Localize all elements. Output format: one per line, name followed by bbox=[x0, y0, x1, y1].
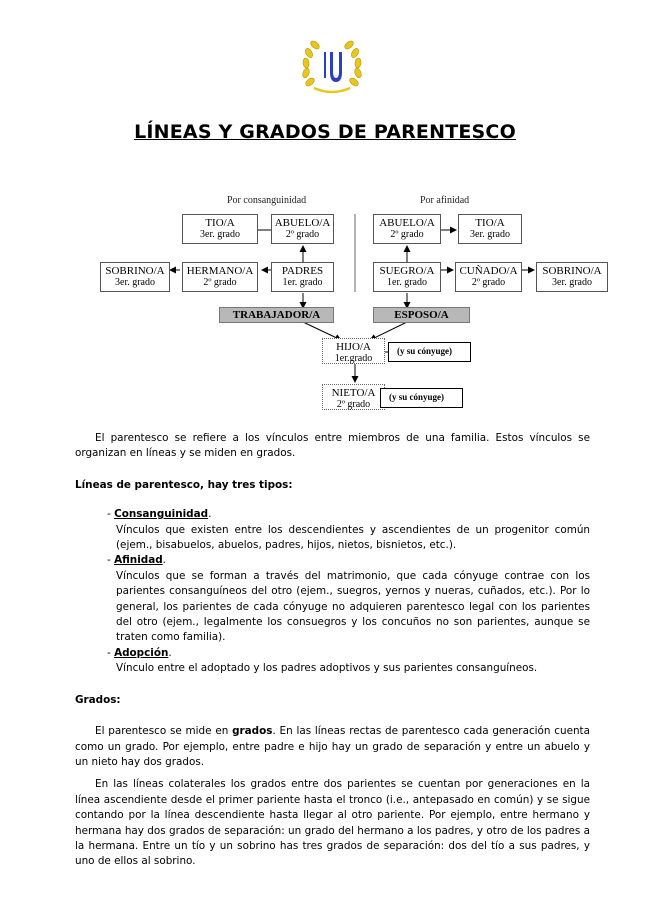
note-conyuge-hijo: (y su cónyuge) bbox=[388, 342, 471, 362]
kinship-diagram bbox=[0, 0, 650, 420]
box-grade: 3er. grado bbox=[552, 277, 592, 288]
grados-heading: Grados: bbox=[75, 693, 121, 706]
box-abuelo-right bbox=[373, 214, 441, 244]
grados-paragraph-1 bbox=[75, 724, 590, 770]
box-hijo bbox=[322, 338, 385, 364]
note-conyuge-nieto: (y su cónyuge) bbox=[380, 388, 463, 408]
caption-affinity: Por afinidad bbox=[420, 195, 470, 206]
box-grade: 2º grado bbox=[285, 229, 320, 240]
type-name: Afinidad bbox=[114, 554, 163, 567]
box-name: ABUELO/A bbox=[274, 217, 331, 229]
caption-consanguinity: Por consanguinidad bbox=[227, 195, 307, 206]
type-desc: Vínculo entre el adoptado y los padres adoptivos y sus parientes consanguíneos. bbox=[116, 662, 538, 675]
box-grade: 2º grado bbox=[203, 277, 237, 288]
box-name: HIJO/A bbox=[336, 341, 371, 353]
band-esposo: ESPOSO/A bbox=[373, 307, 470, 323]
lines-heading: Líneas de parentesco, hay tres tipos: bbox=[75, 478, 293, 491]
box-name: TIO/A bbox=[205, 217, 235, 229]
intro-paragraph: El parentesco se refiere a los vínculos entre miembros de una familia. Estos vínculos se organizan en líneas y se miden en grados. bbox=[75, 432, 590, 460]
types-list bbox=[75, 507, 590, 676]
box-grade: 1er.grado bbox=[334, 353, 373, 364]
box-name: ABUELO/A bbox=[379, 217, 435, 229]
grados-term: grados bbox=[232, 725, 273, 738]
document-body bbox=[75, 431, 590, 870]
box-tio-left bbox=[182, 214, 258, 244]
box-grade: 2º grado bbox=[390, 229, 424, 240]
box-name: PADRES bbox=[281, 265, 324, 277]
list-item: - Consanguinidad. Vínculos que existen entre los descendientes y ascendientes de un progenitor común (ejem., bisabuelos, abuelos, padres, hijos, nietos, bisnietos, etc.). bbox=[107, 507, 590, 553]
box-grade: 2º grado bbox=[336, 399, 371, 410]
box-cunado-right bbox=[455, 262, 522, 292]
type-desc: Vínculos que existen entre los descendientes y ascendientes de un progenitor común (ejem., bisabuelos, abuelos, padres, hijos, nietos, bisnietos, etc.). bbox=[116, 523, 590, 552]
page-title: LÍNEAS Y GRADOS DE PARENTESCO bbox=[134, 121, 516, 143]
box-grade: 3er. grado bbox=[115, 277, 155, 288]
box-suegro-right bbox=[373, 262, 441, 292]
band-trabajador: TRABAJADOR/A bbox=[219, 307, 334, 323]
text-run: . En las líneas rectas de parentesco cada generación cuenta como un grado. Por ejemplo, entre padre e hijo hay un grado de separación y entre un abuelo y un nieto hay dos grados. bbox=[75, 725, 590, 768]
box-name: TIO/A bbox=[475, 217, 505, 229]
box-grade: 1er. grado bbox=[387, 277, 427, 288]
box-name: NIETO/A bbox=[331, 387, 376, 399]
type-name: Adopción bbox=[114, 646, 169, 659]
box-name: SOBRINO/A bbox=[542, 265, 602, 277]
box-name: CUÑADO/A bbox=[459, 265, 518, 277]
box-name: SUEGRO/A bbox=[379, 265, 435, 277]
box-abuelo-left bbox=[271, 214, 334, 244]
box-name: HERMANO/A bbox=[186, 265, 254, 277]
box-sobrino-right bbox=[536, 262, 608, 292]
text-run: El parentesco se mide en bbox=[95, 725, 233, 738]
box-tio-right bbox=[458, 214, 522, 244]
box-padres-left bbox=[271, 262, 334, 292]
list-item: - Adopción. Vínculo entre el adoptado y los padres adoptivos y sus parientes consanguíneos. bbox=[107, 646, 590, 677]
box-grade: 3er. grado bbox=[200, 229, 240, 240]
type-name: Consanguinidad bbox=[114, 508, 209, 521]
box-grade: 1er. grado bbox=[282, 277, 323, 288]
grados-paragraph-2: En las líneas colaterales los grados entre dos parientes se cuentan por generaciones en la línea ascendiente desde el primer pariente hasta el tronco (i.e., antepasado en común) y se sigue contando por la línea descendiente hasta llegar al otro pariente. Por ejemplo, entre hermano y hermana hay dos grados de separación: un grado del hermano a los padres, y otro de los padres a la hermana. Entre un tío y un sobrino has tres grados de separación: dos del tío a sus padres, y uno de ellos al sobrino. bbox=[75, 778, 590, 868]
box-grade: 3er. grado bbox=[470, 229, 510, 240]
list-item: - Afinidad. Vínculos que se forman a través del matrimonio, que cada cónyuge contrae con los parientes consanguíneos del otro (ejem., suegros, yernos y nueras, cuñados, etc.). Por lo general, los parientes de cada cónyuge no adquieren parentesco legal con los parientes del otro (ejem., legalmente los consuegros y los concuños no son parientes, aunque se traten como familia). bbox=[107, 553, 590, 645]
box-grade: 2º grado bbox=[471, 277, 506, 288]
box-sobrino-left bbox=[100, 262, 170, 292]
box-hermano-left bbox=[182, 262, 258, 292]
type-desc: Vínculos que se forman a través del matrimonio, que cada cónyuge contrae con los parientes consanguíneos del otro (ejem., suegros, yernos y nueras, cuñados, etc.). Por lo general, los parientes de cada cónyuge no adquieren parentesco legal con los parientes del otro (ejem., legalmente los consuegros y los concuños no son parientes, aunque se traten como familia). bbox=[116, 569, 590, 644]
box-name: SOBRINO/A bbox=[105, 265, 165, 277]
box-nieto bbox=[322, 384, 385, 410]
